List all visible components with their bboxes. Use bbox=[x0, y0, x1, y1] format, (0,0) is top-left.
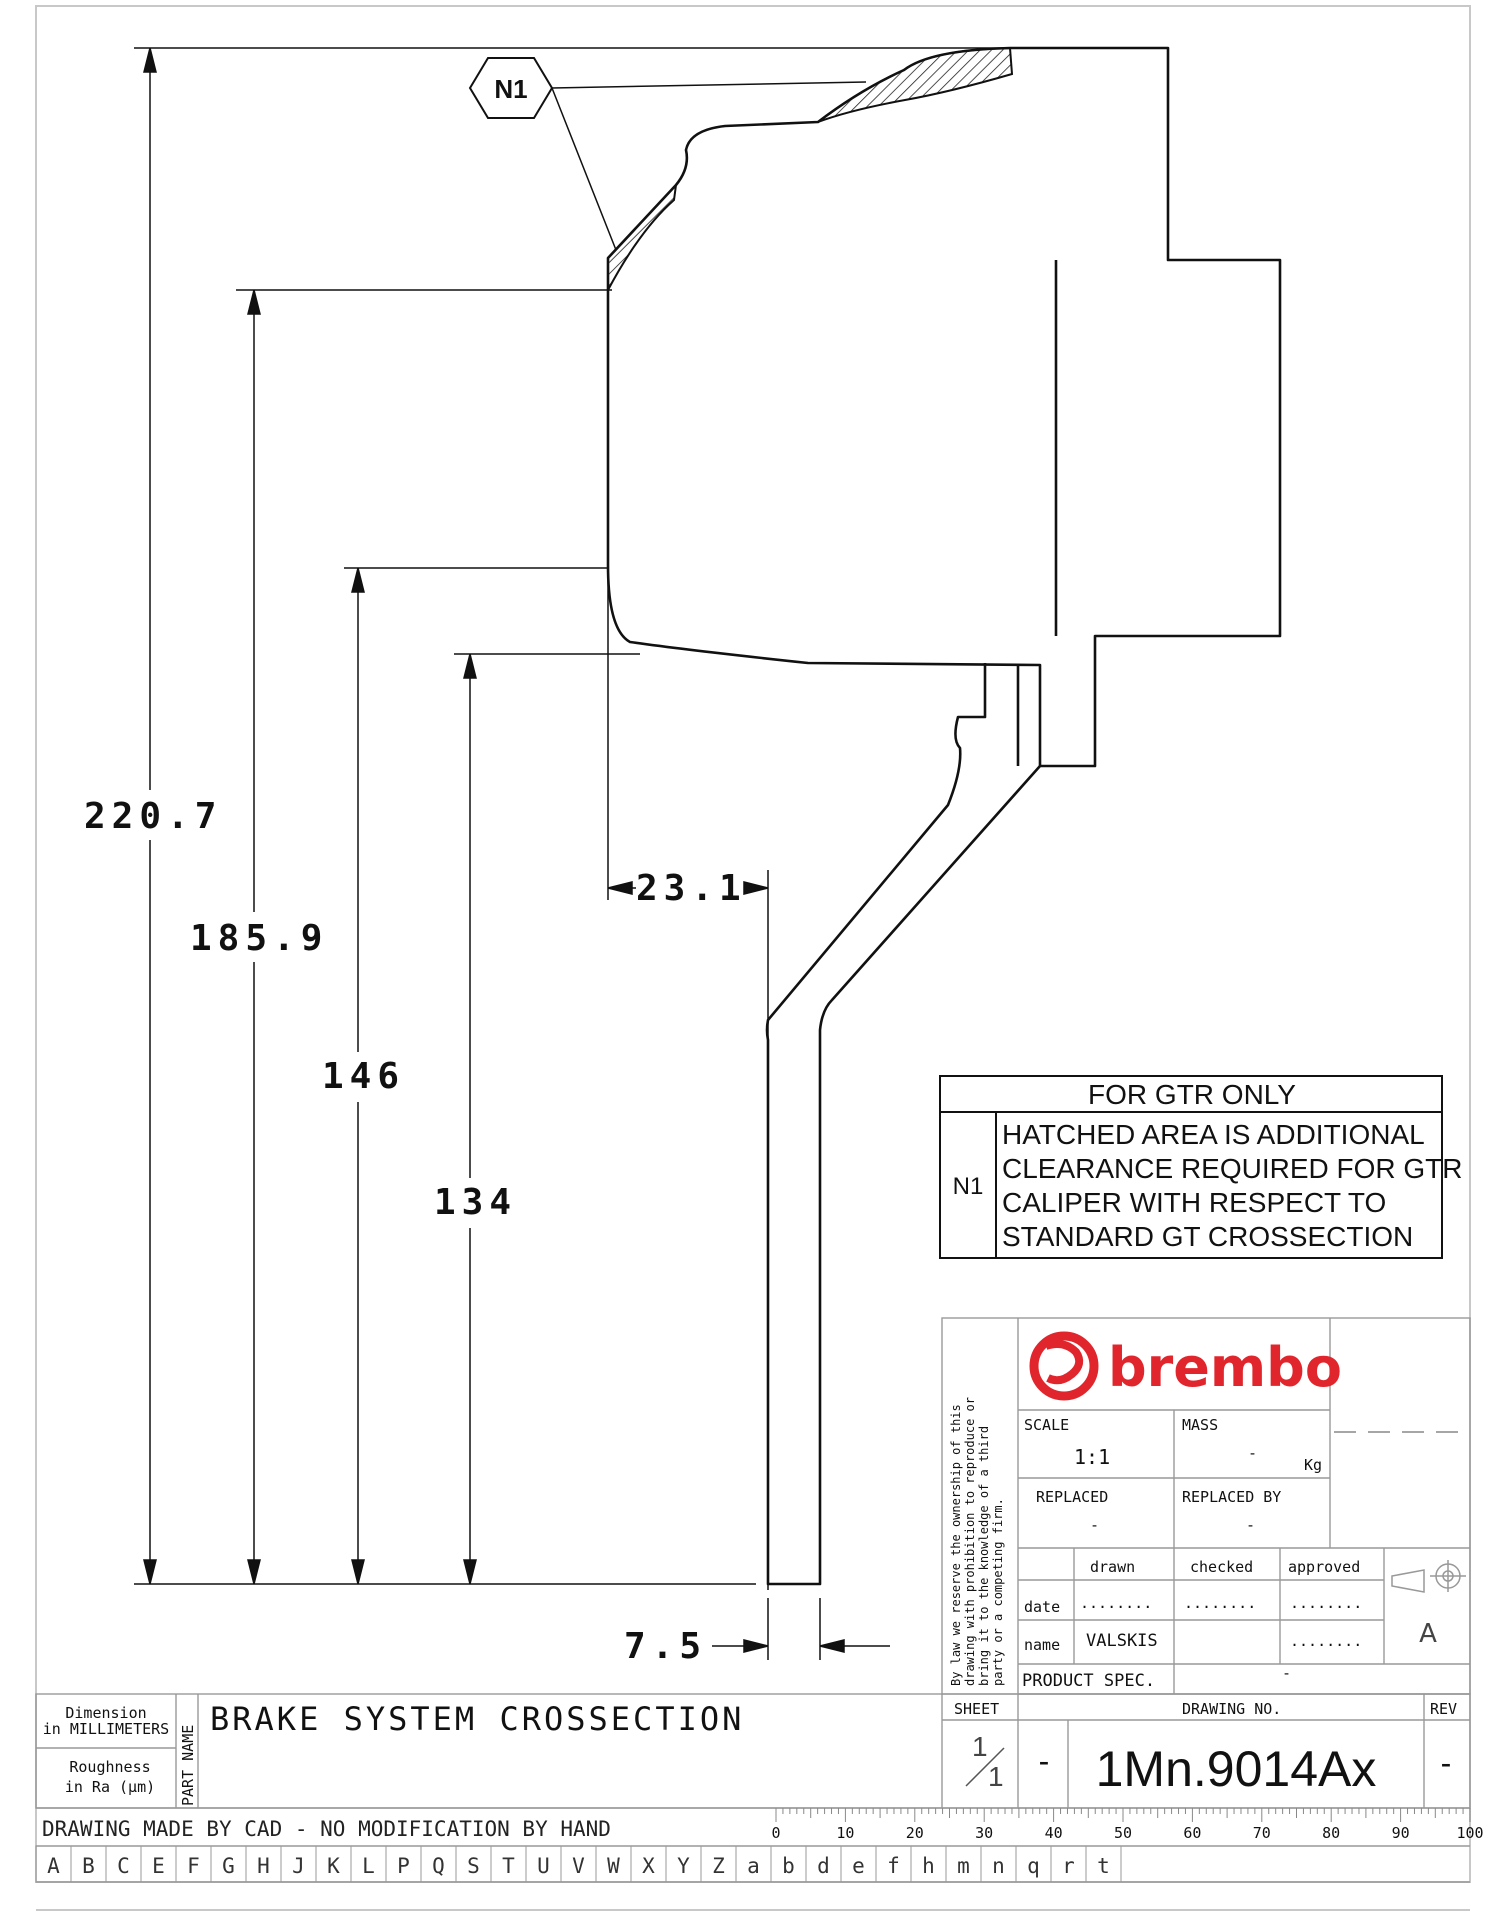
letter-glyph: E bbox=[152, 1854, 165, 1878]
letter-glyph: H bbox=[257, 1854, 270, 1878]
letter-glyph: J bbox=[292, 1854, 305, 1878]
product-spec-value: - bbox=[1282, 1664, 1292, 1682]
letter-glyph: C bbox=[117, 1854, 130, 1878]
letter-glyph: Y bbox=[677, 1854, 690, 1878]
letter-glyph: V bbox=[572, 1854, 585, 1878]
letter-glyph: m bbox=[957, 1854, 970, 1878]
ruler-label: 10 bbox=[836, 1824, 855, 1842]
roughness-label-2: in Ra (μm) bbox=[64, 1778, 156, 1796]
scale-ruler bbox=[771, 1808, 1483, 1842]
dim-23-1: 23.1 bbox=[636, 868, 747, 909]
letter-glyph: K bbox=[327, 1854, 340, 1878]
cad-note: DRAWING MADE BY CAD - NO MODIFICATION BY HAND bbox=[42, 1817, 611, 1841]
ruler-label: 20 bbox=[905, 1824, 924, 1842]
sheet-number: 1 bbox=[972, 1731, 988, 1762]
letter-glyph: e bbox=[852, 1854, 865, 1878]
letter-glyph: A bbox=[47, 1854, 60, 1878]
sheet-dash: - bbox=[1038, 1743, 1050, 1779]
rev-label: REV bbox=[1430, 1700, 1458, 1718]
note-table bbox=[940, 1076, 1463, 1258]
legal-notice bbox=[949, 1397, 1005, 1686]
legal-line-3: bring it to the knowledge of a third bbox=[977, 1425, 991, 1686]
ruler-label: 80 bbox=[1322, 1824, 1341, 1842]
projection-letter: A bbox=[1419, 1619, 1437, 1649]
rev-value: - bbox=[1440, 1745, 1452, 1781]
caliper-envelope-outline bbox=[608, 48, 1280, 766]
legal-line-4: party or a competing firm. bbox=[991, 1498, 1005, 1686]
letter-glyph: S bbox=[467, 1854, 480, 1878]
letter-glyph: a bbox=[747, 1854, 760, 1878]
dim-146: 146 bbox=[322, 1056, 406, 1097]
drawn-label: drawn bbox=[1090, 1558, 1136, 1576]
ruler-label: 40 bbox=[1044, 1824, 1063, 1842]
date-approved: ........ bbox=[1290, 1594, 1363, 1612]
mass-unit: Kg bbox=[1304, 1456, 1323, 1474]
drawing-number: 1Mn.9014Ax bbox=[1095, 1741, 1377, 1797]
product-spec-label: PRODUCT SPEC. bbox=[1022, 1671, 1156, 1691]
letter-glyph: T bbox=[502, 1854, 515, 1878]
mass-label: MASS bbox=[1182, 1416, 1219, 1434]
note-line-3: CALIPER WITH RESPECT TO bbox=[1002, 1187, 1387, 1218]
hatched-clearance-left bbox=[608, 185, 676, 290]
part-name-label: PART NAME bbox=[179, 1724, 197, 1806]
n1-callout-label: N1 bbox=[494, 74, 528, 104]
dimension-label-1: Dimension bbox=[65, 1704, 147, 1722]
brembo-logo bbox=[1034, 1336, 1342, 1399]
letter-glyph: d bbox=[817, 1854, 830, 1878]
note-line-1: HATCHED AREA IS ADDITIONAL bbox=[1002, 1119, 1425, 1150]
n1-leader-top bbox=[552, 82, 866, 88]
ruler-label: 70 bbox=[1252, 1824, 1271, 1842]
letter-glyph: G bbox=[222, 1854, 235, 1878]
ruler-label: 60 bbox=[1183, 1824, 1202, 1842]
roughness-label-1: Roughness bbox=[69, 1758, 151, 1776]
name-label: name bbox=[1024, 1636, 1061, 1654]
scale-value: 1:1 bbox=[1074, 1445, 1111, 1469]
ruler-label: 30 bbox=[975, 1824, 994, 1842]
letter-glyph: W bbox=[607, 1854, 620, 1878]
mass-value: - bbox=[1248, 1444, 1258, 1462]
date-checked: ........ bbox=[1184, 1594, 1257, 1612]
sheet-label: SHEET bbox=[954, 1700, 1000, 1718]
letter-glyph: f bbox=[887, 1854, 900, 1878]
approved-label: approved bbox=[1288, 1558, 1361, 1576]
sheet-total: 1 bbox=[988, 1761, 1004, 1792]
legal-line-2: drawing with prohibition to reproduce or bbox=[963, 1397, 977, 1686]
letter-glyph: r bbox=[1062, 1854, 1075, 1878]
ruler-label: 100 bbox=[1456, 1824, 1484, 1842]
n1-callout bbox=[470, 58, 866, 250]
letter-glyph: Q bbox=[432, 1854, 445, 1878]
legal-line-1: By law we reserve the ownership of this bbox=[949, 1404, 963, 1686]
date-label: date bbox=[1024, 1598, 1061, 1616]
projection-symbol-icon bbox=[1392, 1560, 1466, 1592]
replaced-label: REPLACED bbox=[1036, 1488, 1109, 1506]
drawn-name: VALSKIS bbox=[1086, 1631, 1158, 1651]
note-table-header: FOR GTR ONLY bbox=[1088, 1079, 1296, 1110]
letter-glyph: h bbox=[922, 1854, 935, 1878]
part-name: BRAKE SYSTEM CROSSECTION bbox=[210, 1700, 745, 1738]
dim-220-7: 220.7 bbox=[84, 796, 223, 837]
note-line-2: CLEARANCE REQUIRED FOR GTR bbox=[1002, 1153, 1463, 1184]
replaced-value: - bbox=[1090, 1516, 1100, 1534]
name-approved: ........ bbox=[1290, 1632, 1363, 1650]
dim-7-5: 7.5 bbox=[624, 1626, 708, 1667]
hatched-clearance-top bbox=[818, 48, 1012, 122]
letter-glyph: n bbox=[992, 1854, 1005, 1878]
note-table-tag: N1 bbox=[952, 1173, 984, 1200]
checked-label: checked bbox=[1190, 1558, 1254, 1576]
letter-glyph: q bbox=[1027, 1854, 1040, 1878]
letter-glyph: B bbox=[82, 1854, 95, 1878]
ruler-label: 50 bbox=[1113, 1824, 1133, 1842]
letter-glyph: b bbox=[782, 1854, 795, 1878]
date-drawn: ........ bbox=[1080, 1594, 1153, 1612]
dim-134: 134 bbox=[434, 1182, 518, 1223]
letter-glyph: L bbox=[362, 1854, 375, 1878]
n1-leader-left bbox=[552, 88, 616, 250]
letter-glyph: P bbox=[397, 1854, 410, 1878]
letter-glyph: F bbox=[187, 1854, 200, 1878]
ruler-label: 0 bbox=[771, 1824, 781, 1842]
letter-gauge bbox=[36, 1846, 1121, 1882]
note-line-4: STANDARD GT CROSSECTION bbox=[1002, 1221, 1414, 1252]
drawing-no-label: DRAWING NO. bbox=[1182, 1700, 1282, 1718]
dim-185-9: 185.9 bbox=[190, 918, 329, 959]
letter-glyph: Z bbox=[712, 1854, 725, 1878]
letter-glyph: t bbox=[1097, 1854, 1110, 1878]
letter-glyph: X bbox=[642, 1854, 655, 1878]
ruler-label: 90 bbox=[1391, 1824, 1410, 1842]
scale-label: SCALE bbox=[1024, 1416, 1070, 1434]
replaced-by-value: - bbox=[1246, 1516, 1256, 1534]
dimension-lines bbox=[134, 48, 1168, 1660]
brand-wordmark: brembo bbox=[1108, 1336, 1342, 1399]
replaced-by-label: REPLACED BY bbox=[1182, 1488, 1282, 1506]
dimension-label-2: in MILLIMETERS bbox=[42, 1720, 170, 1738]
letter-glyph: U bbox=[537, 1854, 550, 1878]
